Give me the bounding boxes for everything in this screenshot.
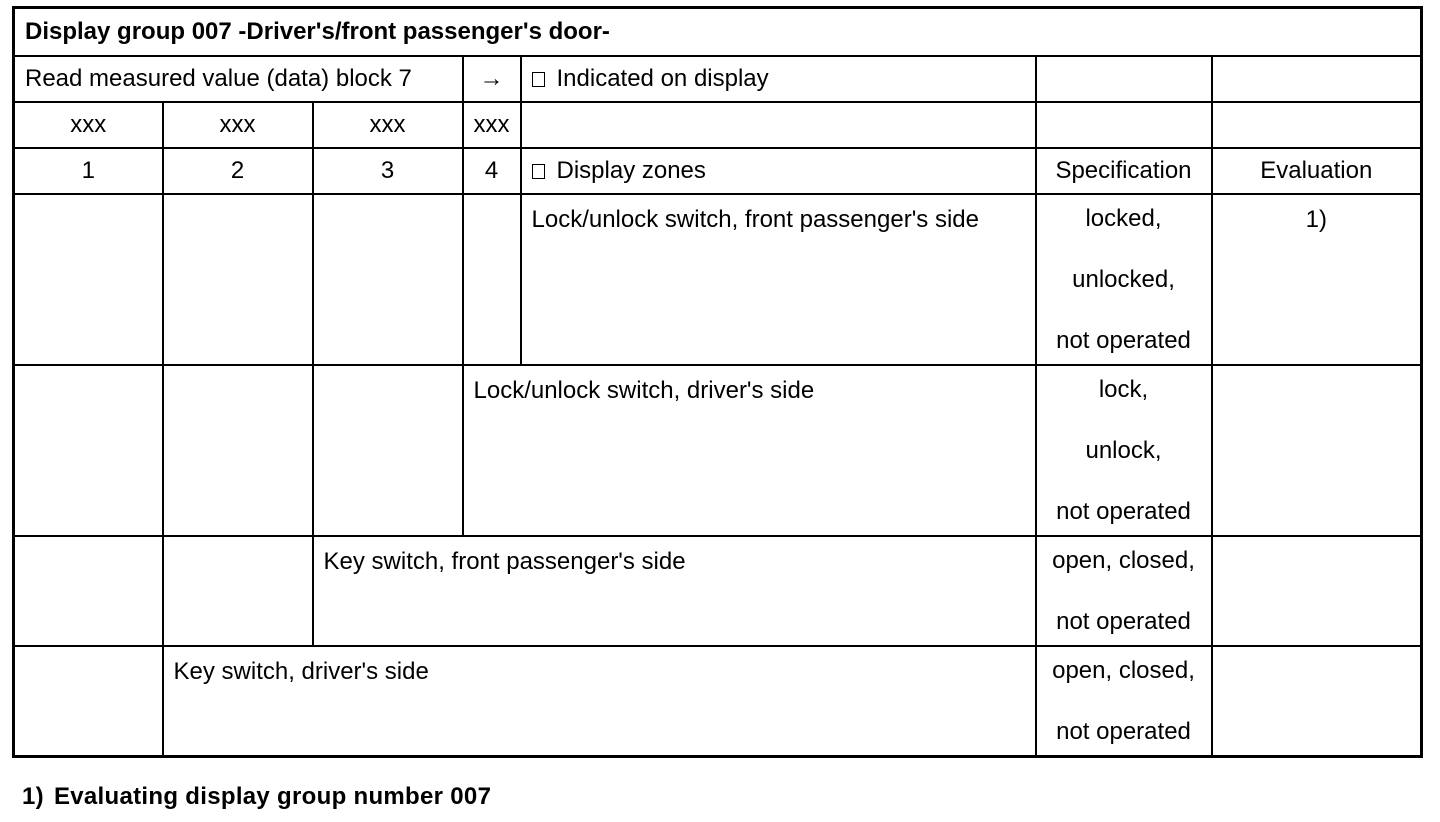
indicated-on-display-cell [521,56,1036,102]
spec-line: not operated [1056,718,1191,745]
column-number-1: 1 [14,148,163,194]
footnote [22,783,491,811]
checkbox-square-icon [532,164,545,179]
spec-line: not operated [1056,608,1191,635]
display-zones-header [521,148,1036,194]
empty-cell [14,646,163,756]
empty-cell [1036,56,1212,102]
empty-cell [163,365,313,536]
empty-cell [14,536,163,646]
display-zones-label: Display zones [556,157,706,184]
row-description: Lock/unlock switch, front passenger's side [521,194,1036,365]
column-number-3: 3 [313,148,463,194]
row-evaluation [1212,536,1422,646]
footnote-text: Evaluating display group number 007 [53,783,492,810]
empty-cell [313,365,463,536]
evaluation-header: Evaluation [1212,148,1422,194]
placeholder-value-1: xxx [14,102,163,148]
footnote-marker: 1) [22,783,44,810]
spec-line: open, closed, [1052,657,1195,684]
row-evaluation: 1) [1212,194,1422,365]
column-number-2: 2 [163,148,313,194]
empty-cell [14,194,163,365]
spec-line: open, closed, [1052,547,1195,574]
read-block-label: Read measured value (data) block 7 [14,56,463,102]
indicated-on-display-label: Indicated on display [556,65,769,92]
table-row [14,194,1422,365]
display-group-table [12,6,1423,758]
empty-cell [1212,56,1422,102]
table-row [14,646,1422,756]
spec-line: unlocked, [1072,266,1175,293]
table-row [14,365,1422,536]
empty-cell [463,194,521,365]
spec-line: not operated [1056,327,1191,354]
row-specification [1036,365,1212,536]
empty-cell [14,365,163,536]
placeholder-value-2: xxx [163,102,313,148]
spec-line: lock, [1098,376,1149,403]
row-evaluation [1212,365,1422,536]
table-row [14,536,1422,646]
empty-cell [163,194,313,365]
empty-cell [163,536,313,646]
specification-header: Specification [1036,148,1212,194]
spec-line: locked, [1085,205,1162,232]
measured-value-table-page [12,6,1420,758]
row-specification [1036,646,1212,756]
spec-line: not operated [1056,498,1191,525]
row-evaluation [1212,646,1422,756]
empty-cell [313,194,463,365]
row-description: Key switch, front passenger's side [313,536,1036,646]
spec-line: unlock, [1085,437,1162,464]
row-description: Lock/unlock switch, driver's side [463,365,1036,536]
empty-cell [1036,102,1212,148]
arrow-right-icon: → [463,56,521,102]
checkbox-square-icon [532,72,545,87]
empty-cell [521,102,1036,148]
row-specification [1036,536,1212,646]
placeholder-value-3: xxx [313,102,463,148]
row-specification [1036,194,1212,365]
table-title: Display group 007 -Driver's/front passenger's door- [14,8,1422,57]
column-number-4: 4 [463,148,521,194]
placeholder-value-4: xxx [463,102,521,148]
empty-cell [1212,102,1422,148]
row-description: Key switch, driver's side [163,646,1036,756]
